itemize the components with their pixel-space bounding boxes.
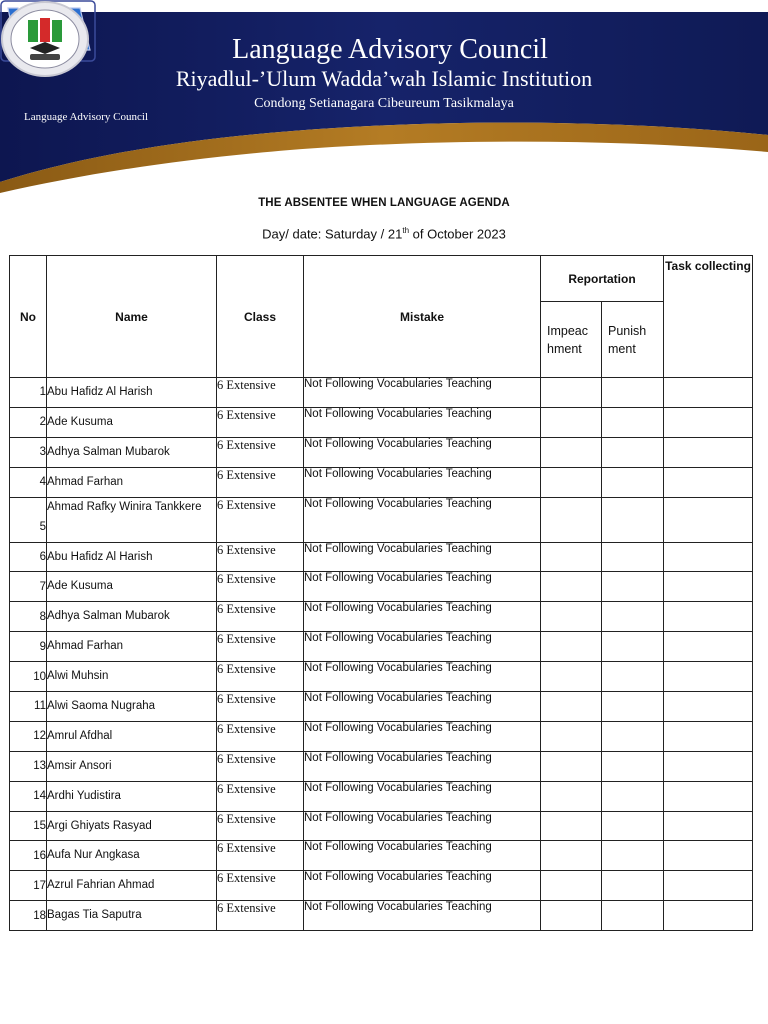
table-row [10,751,753,781]
student-name: Amrul Afdhal [47,721,217,751]
mistake-cell: Not Following Vocabularies Teaching [304,632,541,662]
student-class: 6 Extensive [217,632,304,662]
header-mistake: Mistake [304,256,541,378]
student-class: 6 Extensive [217,437,304,467]
table-row [10,542,753,572]
mistake-cell: Not Following Vocabularies Teaching [304,662,541,692]
student-class: 6 Extensive [217,841,304,871]
impeachment-cell [541,811,602,841]
task-collecting-cell [664,751,753,781]
task-collecting-cell [664,632,753,662]
mistake-cell: Not Following Vocabularies Teaching [304,437,541,467]
student-class: 6 Extensive [217,378,304,408]
student-class: 6 Extensive [217,572,304,602]
punishment-cell [602,662,664,692]
student-name: Azrul Fahrian Ahmad [47,871,217,901]
logo-caption: Language Advisory Council [23,111,149,123]
impeachment-cell [541,662,602,692]
punishment-cell [602,871,664,901]
header-impeachment: Impeac hment [541,302,602,378]
table-row [10,901,753,931]
student-name: Ahmad Rafky Winira Tankkere [47,497,217,542]
table-row [10,811,753,841]
punishment-cell [602,602,664,632]
student-class: 6 Extensive [217,781,304,811]
row-number: 13 [10,751,47,781]
row-number: 6 [10,542,47,572]
student-class: 6 Extensive [217,751,304,781]
impeachment-cell [541,602,602,632]
student-name: Ahmad Farhan [47,467,217,497]
student-name: Adhya Salman Mubarok [47,602,217,632]
mistake-cell: Not Following Vocabularies Teaching [304,751,541,781]
header-class: Class [217,256,304,378]
header-reportation: Reportation [541,256,664,302]
impeachment-cell [541,497,602,542]
punishment-cell [602,811,664,841]
mistake-cell: Not Following Vocabularies Teaching [304,378,541,408]
table-row [10,871,753,901]
table-row [10,407,753,437]
student-name: Adhya Salman Mubarok [47,437,217,467]
impeachment-cell [541,751,602,781]
impeachment-cell [541,572,602,602]
student-name: Bagas Tia Saputra [47,901,217,931]
student-class: 6 Extensive [217,602,304,632]
punishment-cell [602,378,664,408]
student-class: 6 Extensive [217,497,304,542]
row-number: 14 [10,781,47,811]
impeachment-cell [541,378,602,408]
table-body [10,378,753,931]
council-title: Language Advisory Council [232,34,548,65]
punishment-cell [602,721,664,751]
student-class: 6 Extensive [217,811,304,841]
task-collecting-cell [664,781,753,811]
impeachment-cell [541,632,602,662]
impeachment-cell [541,692,602,722]
student-name: Argi Ghiyats Rasyad [47,811,217,841]
student-name: Ade Kusuma [47,407,217,437]
row-number: 9 [10,632,47,662]
row-number: 10 [10,662,47,692]
student-class: 6 Extensive [217,407,304,437]
row-number: 8 [10,602,47,632]
punishment-cell [602,751,664,781]
row-number: 16 [10,841,47,871]
row-number: 3 [10,437,47,467]
impeachment-cell [541,781,602,811]
impeachment-cell [541,467,602,497]
student-name: Abu Hafidz Al Harish [47,378,217,408]
impeachment-cell [541,542,602,572]
mistake-cell: Not Following Vocabularies Teaching [304,602,541,632]
mistake-cell: Not Following Vocabularies Teaching [304,871,541,901]
mistake-cell: Not Following Vocabularies Teaching [304,692,541,722]
header-punishment: Punish ment [602,302,664,378]
institution-address: Condong Setianagara Cibeureum Tasikmalaya [254,96,514,111]
task-collecting-cell [664,692,753,722]
student-class: 6 Extensive [217,871,304,901]
table-row [10,721,753,751]
row-number: 17 [10,871,47,901]
task-collecting-cell [664,572,753,602]
punishment-cell [602,781,664,811]
impeachment-cell [541,437,602,467]
task-collecting-cell [664,437,753,467]
table-row [10,841,753,871]
header-name: Name [47,256,217,378]
mistake-cell: Not Following Vocabularies Teaching [304,467,541,497]
row-number: 15 [10,811,47,841]
mistake-cell: Not Following Vocabularies Teaching [304,542,541,572]
mistake-cell: Not Following Vocabularies Teaching [304,781,541,811]
date-suffix: of October 2023 [409,226,506,242]
task-collecting-cell [664,901,753,931]
table-row [10,781,753,811]
task-collecting-cell [664,811,753,841]
task-collecting-cell [664,721,753,751]
task-collecting-cell [664,542,753,572]
impeachment-cell [541,841,602,871]
punishment-cell [602,841,664,871]
table-row [10,692,753,722]
table-row [10,602,753,632]
punishment-cell [602,542,664,572]
mistake-cell: Not Following Vocabularies Teaching [304,901,541,931]
task-collecting-cell [664,497,753,542]
row-number: 1 [10,378,47,408]
table-row [10,497,753,542]
table-row [10,467,753,497]
row-number: 11 [10,692,47,722]
student-class: 6 Extensive [217,542,304,572]
row-number: 5 [10,497,47,542]
impeachment-cell [541,901,602,931]
task-collecting-cell [664,662,753,692]
student-name: Amsir Ansori [47,751,217,781]
date-prefix: Day/ date: Saturday / 21 [262,226,403,242]
student-name: Alwi Saoma Nugraha [47,692,217,722]
institution-seal-icon [0,0,90,78]
table-row [10,632,753,662]
row-number: 18 [10,901,47,931]
punishment-cell [602,572,664,602]
institution-name: Riyadlul-’Ulum Wadda’wah Islamic Institution [175,66,593,91]
punishment-cell [602,467,664,497]
row-number: 12 [10,721,47,751]
punishment-cell [602,497,664,542]
student-name: Abu Hafidz Al Harish [47,542,217,572]
row-number: 7 [10,572,47,602]
mistake-cell: Not Following Vocabularies Teaching [304,841,541,871]
table-row [10,662,753,692]
task-collecting-cell [664,467,753,497]
punishment-cell [602,692,664,722]
task-collecting-cell [664,602,753,632]
task-collecting-cell [664,871,753,901]
row-number: 4 [10,467,47,497]
student-class: 6 Extensive [217,692,304,722]
date-superscript: th [402,226,410,235]
table-row [10,572,753,602]
student-name: Ardhi Yudistira [47,781,217,811]
punishment-cell [602,437,664,467]
absentee-table [9,255,753,931]
table-row [10,437,753,467]
header-task-collecting: Task collecting [664,256,753,378]
student-class: 6 Extensive [217,662,304,692]
header-no: No [10,256,47,378]
mistake-cell: Not Following Vocabularies Teaching [304,572,541,602]
punishment-cell [602,407,664,437]
punishment-cell [602,632,664,662]
mistake-cell: Not Following Vocabularies Teaching [304,721,541,751]
document-date [0,226,768,241]
mistake-cell: Not Following Vocabularies Teaching [304,811,541,841]
student-name: Aufa Nur Angkasa [47,841,217,871]
student-class: 6 Extensive [217,721,304,751]
impeachment-cell [541,871,602,901]
table-row [10,378,753,408]
row-number: 2 [10,407,47,437]
task-collecting-cell [664,378,753,408]
student-name: Alwi Muhsin [47,662,217,692]
student-class: 6 Extensive [217,901,304,931]
table-header-row [10,256,753,302]
task-collecting-cell [664,841,753,871]
punishment-cell [602,901,664,931]
student-name: Ade Kusuma [47,572,217,602]
mistake-cell: Not Following Vocabularies Teaching [304,407,541,437]
student-name: Ahmad Farhan [47,632,217,662]
document-title: THE ABSENTEE WHEN LANGUAGE AGENDA [258,197,510,209]
mistake-cell: Not Following Vocabularies Teaching [304,497,541,542]
task-collecting-cell [664,407,753,437]
letterhead [0,0,768,200]
impeachment-cell [541,721,602,751]
student-class: 6 Extensive [217,467,304,497]
impeachment-cell [541,407,602,437]
